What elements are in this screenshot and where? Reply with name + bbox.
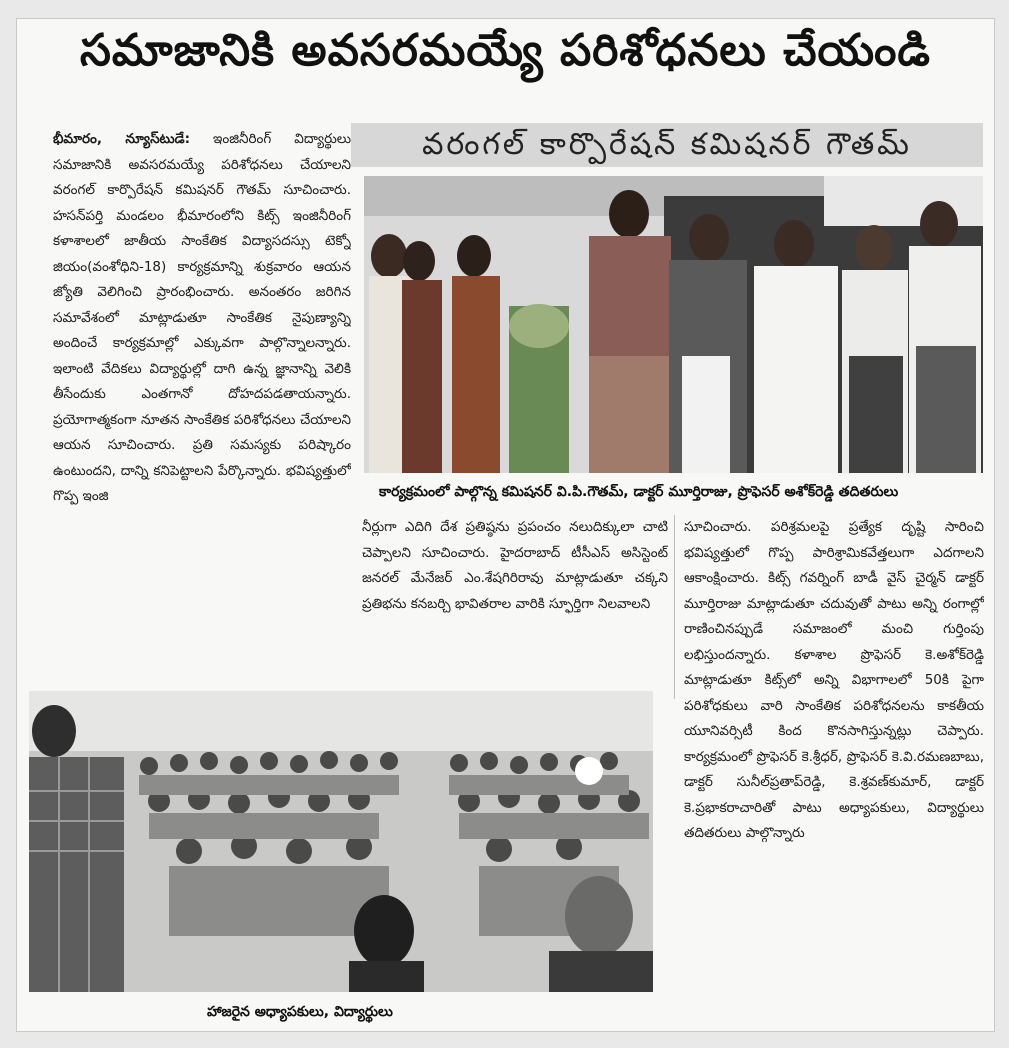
- audience-photo: [29, 691, 653, 992]
- photo-2-caption: హాజరైన అధ్యాపకులు, విద్యార్థులు: [207, 1004, 393, 1020]
- column-3-text: సూచించారు. పరిశ్రమలపై ప్రత్యేక దృష్టి సారించి భవిష్యత్తులో గొప్ప పారిశ్రామికవేత్తలుగా ఎదగాలని ఆకాంక్షించారు. కిట్స్ గవర్నింగ్ బాడీ వైస్ చైర్మన్ డాక్టర్ మూర్తిరాజు మాట్లాడుతూ చదువుతో పాటు అన్ని రంగాల్లో రాణించినప్పుడే సమాజంలో మంచి గుర్తింపు లభిస్తుందన్నారు. కళాశాల ప్రొఫెసర్ కె.అశోక్‌రెడ్డి మాట్లాడుతూ కిట్స్‌లో అన్ని విభాగాలలో 50కి పైగా పరిశోధకులు వారి సాంకేతిక పరిశోధనలను కాకతీయ యూనివర్సిటీ కింద కొనసాగిస్తున్నట్లు చెప్పారు. కార్యక్రమంలో ప్రొఫెసర్ కె.శ్రీధర్, ప్రొఫెసర్ కె.వి.రమణబాబు, డాక్టర్ సునీల్‌ప్రతాప్‌రెడ్డి, కె.శ్రవణ్‌కుమార్, డాక్టర్ కె.ప్రభాకరాచారితో పాటు అధ్యాపకులు, విద్యార్థులు తదితరులు పాల్గొన్నారు: [684, 519, 984, 841]
- subheadline-band: వరంగల్ కార్పొరేషన్ కమిషనర్ గౌతమ్: [351, 123, 983, 167]
- lamp-lighting-photo: [364, 176, 983, 473]
- column-1-text: ఇంజినీరింగ్ విద్యార్థులు సమాజానికి అవసరమయ్యే పరిశోధనలు చేయాలని వరంగల్ కార్పొరేషన్ కమిషనర్ గౌతమ్ సూచించారు. హసన్‌పర్తి మండలం భీమారంలోని కిట్స్ ఇంజినీరింగ్ కళాశాలలో జాతీయ సాంకేతిక విద్యాసదస్సు టెక్నో జియం(వంశోధిని-18) కార్యక్రమాన్ని శుక్రవారం ఆయన జ్యోతి వెలిగించి ప్రారంభించారు. అనంతరం జరిగిన సమావేశంలో మాట్లాడుతూ సాంకేతిక నైపుణ్యాన్ని అందించే కార్యక్రమాల్లో ఎక్కువగా పాల్గొన్నాలన్నారు. ఇలాంటి వేదికలు విద్యార్థుల్లో దాగి ఉన్న జ్ఞానాన్ని వెలికి తీసేందుకు ఎంతగానో దోహదపడతాయన్నారు. ప్రయోగాత్మకంగా నూతన సాంకేతిక పరిశోధనలు చేయాలని ఆయన సూచించారు. ప్రతి సమస్యకు పరిష్కారం ఉంటుందని, దాన్ని కనిపెట్టాలని పేర్కొన్నారు. భవిష్యత్తులో గొప్ప ఇంజి: [53, 131, 351, 504]
- article-column-2: [362, 515, 668, 699]
- dateline: భీమారం, న్యూస్‌టుడే:: [53, 131, 191, 147]
- column-2-text: నీర్లుగా ఎదిగి దేశ ప్రతిష్ఠను ప్రపంచం నలుదిక్కులా చాటి చెప్పాలని సూచించారు. హైదరాబాద్ టీసీఎస్ అసిస్టెంట్ జనరల్ మేనేజర్ ఎం.శేషగిరిరావు మాట్లాడుతూ చక్కని ప్రతిభను కనబర్చి భావితరాల వారికి స్ఫూర్తిగా నిలవాలని: [362, 519, 668, 612]
- newspaper-clipping: [16, 18, 995, 1032]
- headline: సమాజానికి అవసరమయ్యే పరిశోధనలు చేయండి: [80, 25, 931, 76]
- article-column-1: [53, 127, 351, 697]
- column-divider: [674, 515, 675, 699]
- photo-1-caption: కార్యక్రమంలో పాల్గొన్న కమిషనర్ వి.పి.గౌతమ్, డాక్టర్ మూర్తిరాజు, ప్రొఫెసర్ అశోక్‌రెడ్డి తదితరులు: [379, 484, 899, 500]
- article-column-3: [684, 515, 984, 1035]
